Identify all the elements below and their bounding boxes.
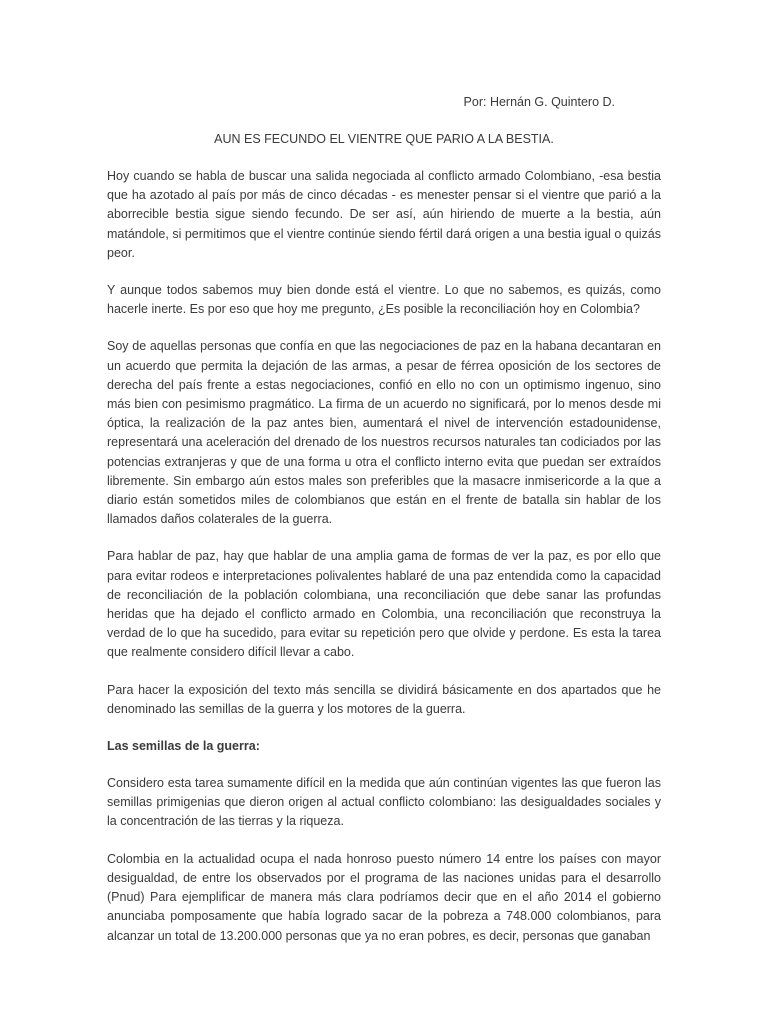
paragraph: Considero esta tarea sumamente difícil en la medida que aún continúan vigentes las que fueron las semillas primigenias que dieron origen al actual conflicto colombiano: las desigualdades sociales y la concentración de las tierras y la riqueza. <box>107 776 661 829</box>
paragraph: Soy de aquellas personas que confía en que las negociaciones de paz en la habana decantaran en un acuerdo que permita la dejación de las armas, a pesar de férrea oposición de los sectores de derecha del país frente a estas negociaciones, confió en ello no con un optimismo ingenuo, sino más bien con pesimismo pragmático. La firma de un acuerdo no significará, por lo menos desde mi óptica, la realización de la paz antes bien, aumentará el nivel de intervención estadounidense, representará una aceleración del drenado de los nuestros recursos naturales tan codiciados por las potencias extranjeras y que de una forma u otra el conflicto interno evita que puedan ser extraídos libremente. Sin embargo aún estos males son preferibles que la masacre inmisericorde a la que a diario están sometidos miles de colombianos que están en el frente de batalla sin hablar de los llamados daños colaterales de la guerra. <box>107 339 661 527</box>
paragraph: Para hablar de paz, hay que hablar de una amplia gama de formas de ver la paz, es por ello que para evitar rodeos e interpretaciones polivalentes hablaré de una paz entendida como la capacidad de reconciliación de la población colombiana, una reconciliación que debe sanar las profundas heridas que ha dejado el conflicto armado en Colombia, una reconciliación que reconstruya la verdad de lo que ha sucedido, para evitar su repetición pero que olvide y perdone. Es esta la tarea que realmente considero difícil llevar a cabo. <box>107 549 661 660</box>
section-heading: Las semillas de la guerra: <box>107 739 260 754</box>
paragraph: Y aunque todos sabemos muy bien donde está el vientre. Lo que no sabemos, es quizás, como hacerle inerte. Es por eso que hoy me pregunto, ¿Es posible la reconciliación hoy en Colombia? <box>107 283 661 317</box>
document-title: AUN ES FECUNDO EL VIENTRE QUE PARIO A LA BESTIA. <box>214 132 554 146</box>
author-byline: Por: Hernán G. Quintero D. <box>463 95 615 109</box>
paragraph: Colombia en la actualidad ocupa el nada honroso puesto número 14 entre los países con mayor desigualdad, de entre los observados por el programa de las naciones unidas para el desarrollo (Pnud) Para ejemplificar de manera más clara podríamos decir que en el año 2014 el gobierno anunciaba pomposamente que había logrado sacar de la pobreza a 748.000 colombianos, para alcanzar un total de 13.200.000 personas que ya no eran pobres, es decir, personas que ganaban <box>107 851 661 943</box>
paragraph: Para hacer la exposición del texto más sencilla se dividirá básicamente en dos apartados que he denominado las semillas de la guerra y los motores de la guerra. <box>107 682 661 716</box>
paragraph: Hoy cuando se habla de buscar una salida negociada al conflicto armado Colombiano, -esa bestia que ha azotado al país por más de cinco décadas - es menester pensar si el vientre que parió a la aborrecible bestia sigue siendo fecundo. De ser así, aún hiriendo de muerte a la bestia, aún matándole, si permitimos que el vientre continúe siendo fértil dará origen a una bestia igual o quizás peor. <box>107 169 661 260</box>
